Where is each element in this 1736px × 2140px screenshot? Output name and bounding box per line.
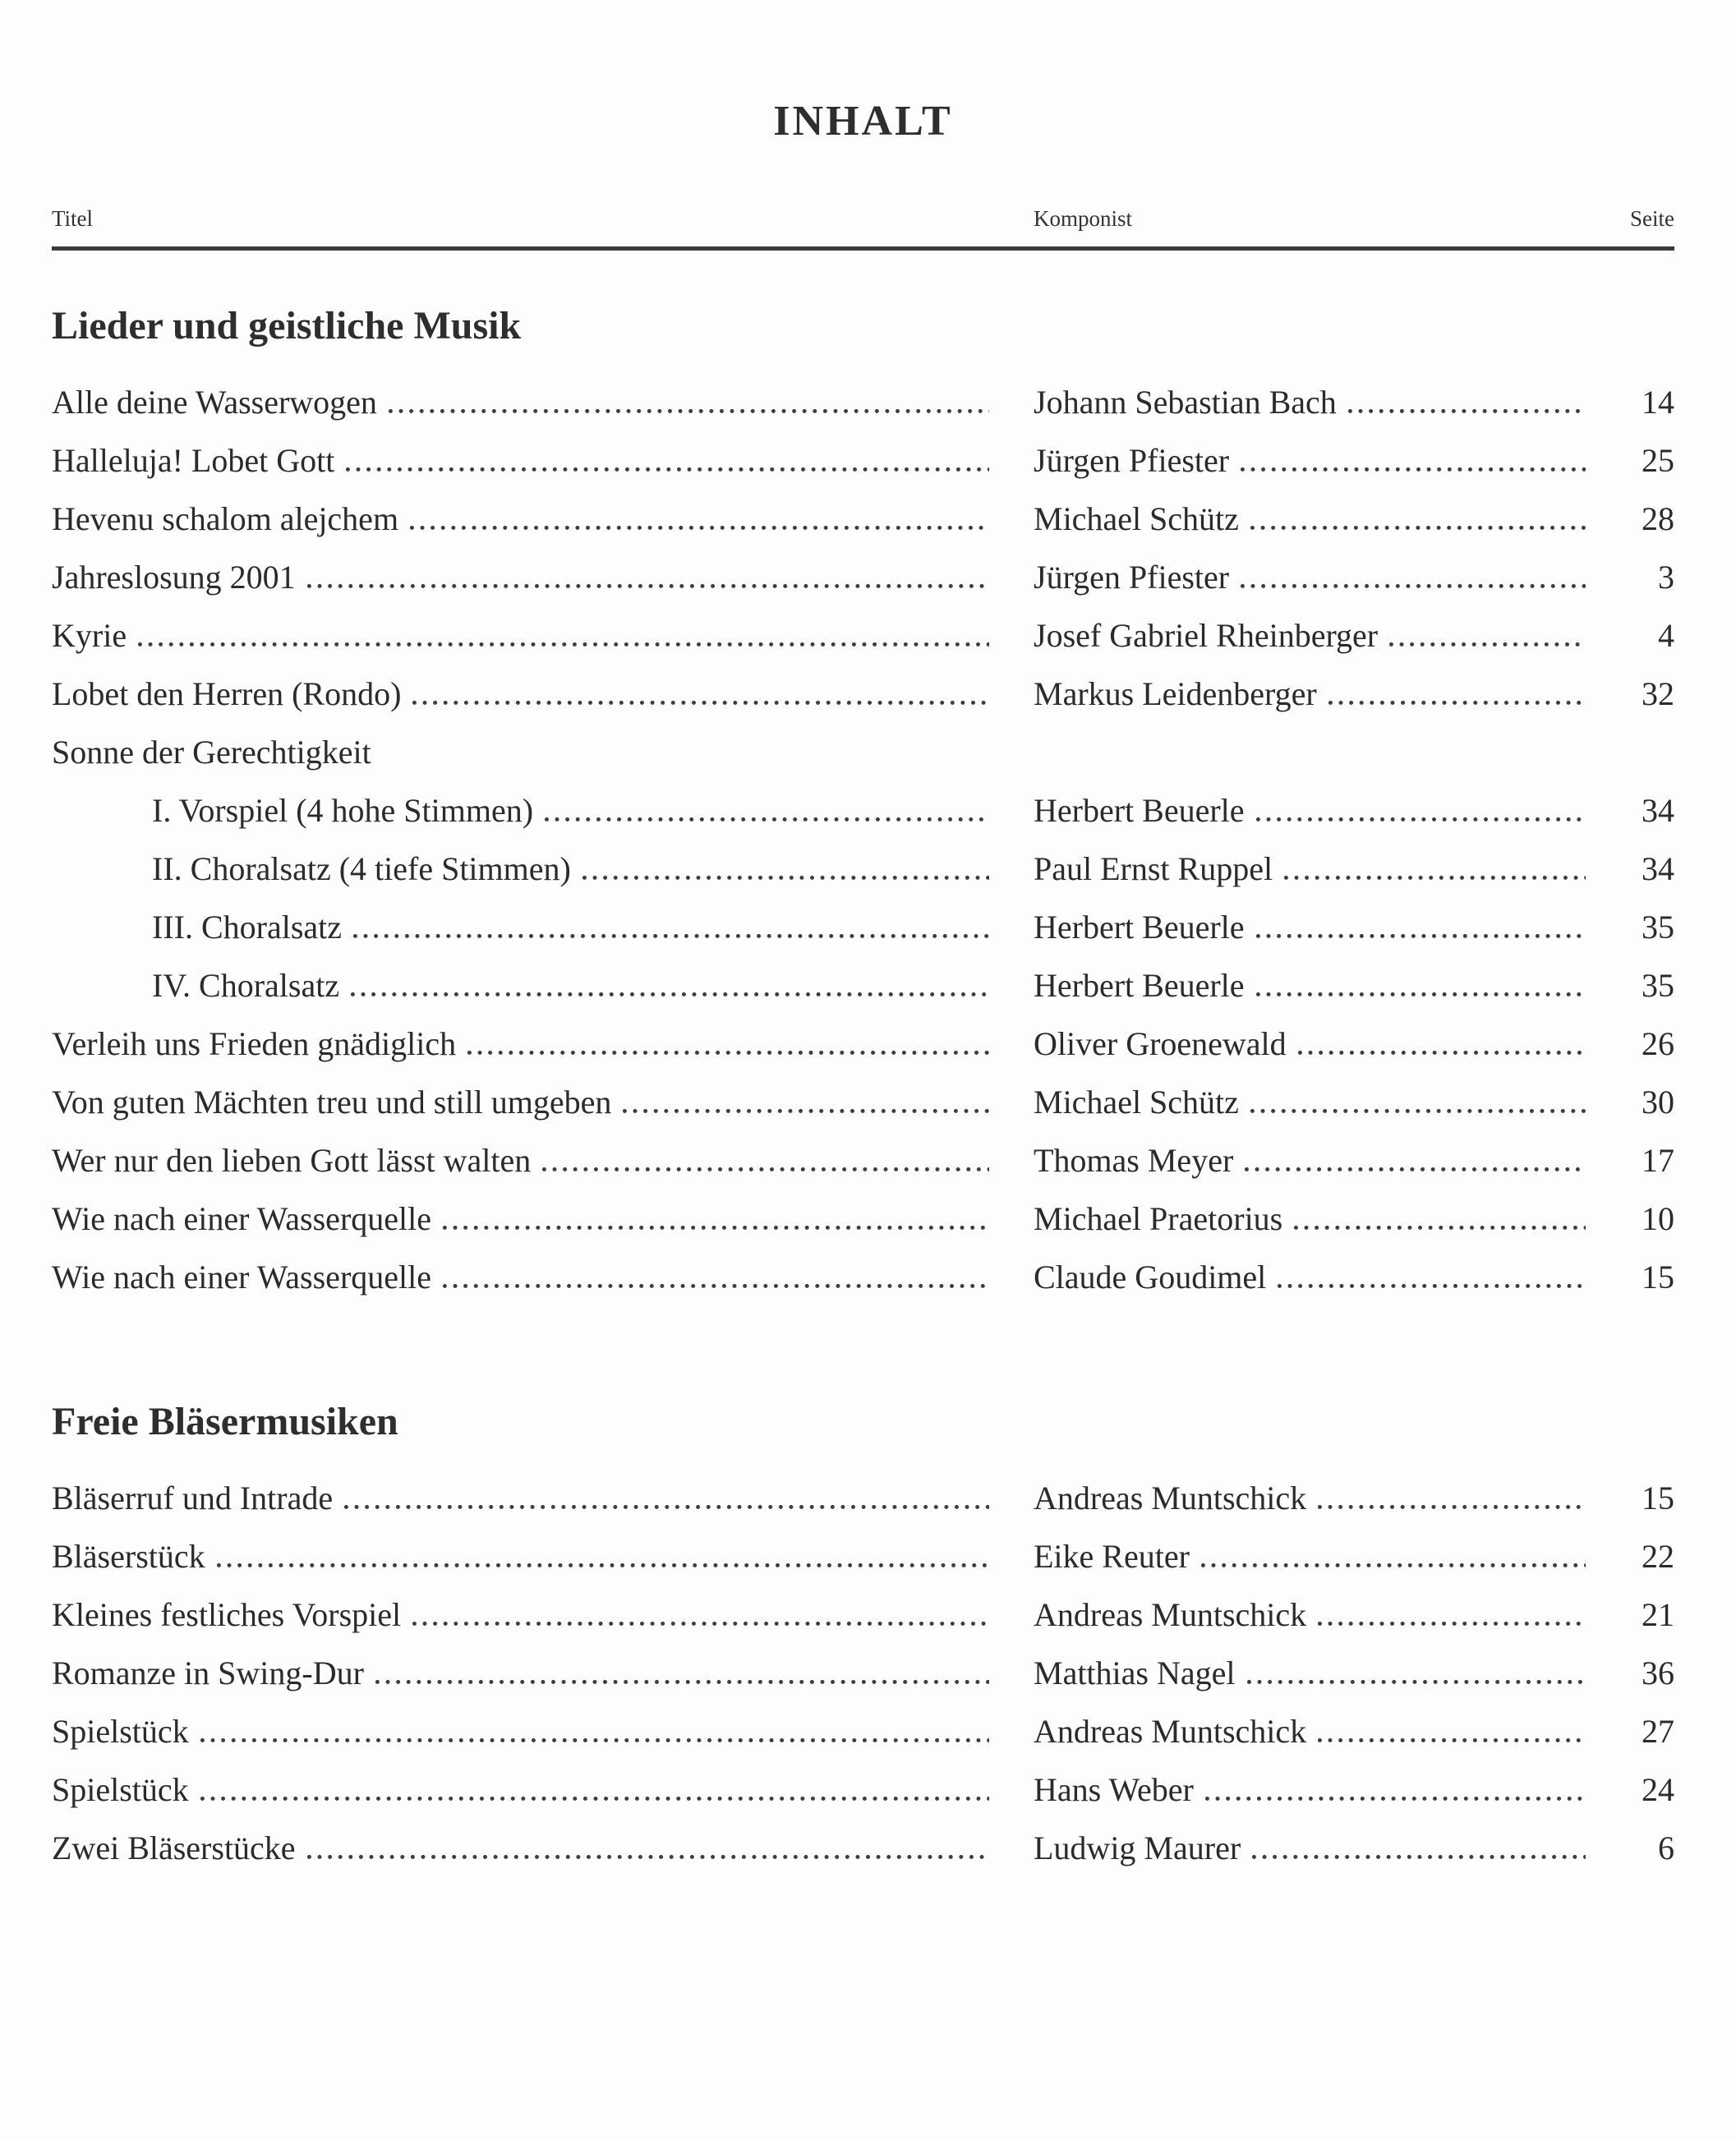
toc-title-cell [52,850,992,887]
dot-leader [138,642,989,647]
column-header-komponist: Komponist [1034,206,1133,231]
dot-leader [344,1505,989,1509]
dot-leader [1241,467,1586,472]
toc-entry-title: Wer nur den lieben Gott lässt walten [52,1142,532,1179]
toc-title-cell [52,911,992,944]
toc-row [52,850,1674,887]
toc-entry-composer: Matthias Nagel [1034,1654,1236,1691]
dot-leader [1241,584,1586,588]
dot-leader [1256,934,1586,938]
toc-entry-title: Halleluja! Lobet Gott [52,442,335,479]
toc-row [52,794,1674,827]
toc-entry-title: Verleih uns Frieden gnädiglich [52,1025,457,1062]
toc-entry-title: II. Choralsatz (4 tiefe Stimmen) [152,850,571,887]
toc-entry-composer: Andreas Muntschick [1034,1480,1307,1516]
toc-row [52,1086,1674,1119]
toc-entry-composer: Andreas Muntschick [1034,1596,1307,1633]
toc-title-cell [52,386,992,419]
dot-leader [353,934,989,938]
page-title: INHALT [773,98,953,145]
dot-leader [200,1738,989,1742]
toc-composer-cell [1034,794,1602,827]
toc-composer-cell [1034,1025,1602,1062]
toc-composer-cell [1034,1086,1602,1119]
toc-row [52,386,1674,419]
toc-title-cell [52,1654,992,1691]
section-heading: Lieder und geistliche Musik [52,304,522,347]
toc-entry-page: 24 [1642,1771,1674,1808]
toc-entry-title: Jahreslosung 2001 [52,559,296,596]
toc-entry-title: Bläserstück [52,1538,205,1575]
dot-leader [1348,409,1586,413]
toc-entry-title: Zwei Bläserstücke [52,1829,296,1866]
dot-leader [1250,1109,1586,1113]
dot-leader [1294,1226,1586,1230]
toc-title-cell [52,561,992,594]
toc-title-cell [52,1144,992,1177]
dot-leader [545,817,989,821]
toc-row [52,675,1674,712]
dot-leader [200,1797,989,1801]
toc-composer-cell [1034,1482,1602,1515]
toc-entry-page: 25 [1642,442,1674,479]
toc-composer-cell [1034,911,1602,944]
toc-row [52,561,1674,594]
toc-title-cell [52,1829,992,1866]
toc-row [52,1025,1674,1062]
toc-entry-composer: Jürgen Pfiester [1034,559,1230,596]
toc-entry-page: 36 [1642,1654,1674,1691]
toc-row [52,1482,1674,1515]
dot-leader [1201,1563,1586,1567]
dot-leader [1250,526,1586,530]
toc-title-cell [52,1715,992,1748]
dot-leader [1318,1738,1586,1742]
toc-row [52,1715,1674,1748]
toc-title-cell [52,1540,992,1573]
toc-composer-cell [1034,561,1602,594]
toc-entry-page: 27 [1642,1713,1674,1750]
dot-leader [389,409,989,413]
toc-entry-page: 3 [1658,559,1674,596]
dot-leader [412,701,989,705]
toc-row [52,1540,1674,1573]
toc-composer-cell [1034,619,1602,652]
dot-leader [1328,701,1586,705]
dot-leader [351,992,989,996]
toc-entry-composer: Claude Goudimel [1034,1259,1267,1296]
toc-entry-page: 34 [1642,792,1674,829]
dot-leader [1205,1797,1586,1801]
toc-entry-title: Kleines festliches Vorspiel [52,1596,402,1633]
toc-composer-cell [1034,500,1602,537]
toc-entry-page: 10 [1642,1200,1674,1237]
section-lieder [52,303,1674,1294]
dot-leader [1284,876,1586,880]
toc-entry-composer: Andreas Muntschick [1034,1713,1307,1750]
toc-entry-composer: Herbert Beuerle [1034,792,1245,829]
toc-title-cell [52,1261,992,1294]
toc-title-cell [52,736,992,769]
toc-composer-cell [1034,386,1602,419]
toc-title-cell [52,675,992,712]
toc-row [52,1654,1674,1691]
toc-entry-title: Sonne der Gerechtigkeit [52,734,371,771]
toc-composer-cell [1034,850,1602,887]
toc-entry-page: 15 [1642,1480,1674,1516]
toc-entry-composer: Eike Reuter [1034,1538,1190,1575]
dot-leader [623,1109,989,1113]
toc-row [52,911,1674,944]
dot-leader [307,1855,989,1859]
toc-composer-cell [1034,444,1602,477]
column-header-row [52,206,1674,251]
toc-row [52,969,1674,1002]
dot-leader [542,1167,989,1171]
toc-row [52,1144,1674,1177]
toc-entry-composer: Thomas Meyer [1034,1142,1234,1179]
dot-leader [410,526,989,530]
toc-entry-composer: Paul Ernst Ruppel [1034,850,1273,887]
toc-entry-page: 26 [1642,1025,1674,1062]
toc-entry-page: 35 [1642,909,1674,946]
toc-entry-composer: Herbert Beuerle [1034,909,1245,946]
toc-entry-title: Romanze in Swing-Dur [52,1654,364,1691]
column-header-seite: Seite [1630,206,1674,231]
toc-title-cell [52,969,992,1002]
toc-entry-composer: Hans Weber [1034,1771,1194,1808]
dot-leader [1389,642,1586,647]
toc-row [52,1200,1674,1237]
toc-entry-title: Kyrie [52,617,127,654]
toc-title-cell [52,1771,992,1808]
toc-entry-page: 34 [1642,850,1674,887]
dot-leader [1318,1505,1586,1509]
dot-leader [1298,1051,1586,1055]
toc-entry-composer: Ludwig Maurer [1034,1829,1241,1866]
section-heading: Freie Bläsermusiken [52,1400,398,1443]
toc-row [52,500,1674,537]
dot-leader [346,467,989,472]
column-header-titel: Titel [52,206,94,231]
toc-entry-composer: Oliver Groenewald [1034,1025,1287,1062]
toc-entry-title: Alle deine Wasserwogen [52,384,377,421]
dot-leader [1245,1167,1586,1171]
toc-composer-cell [1034,1261,1602,1294]
toc-entry-page: 35 [1642,967,1674,1004]
toc-entry-page: 22 [1642,1538,1674,1575]
dot-leader [1252,1855,1586,1859]
dot-leader [1247,1680,1586,1684]
toc-entry-page: 4 [1658,617,1674,654]
toc-row [52,1771,1674,1808]
toc-entry-page: 21 [1642,1596,1674,1633]
toc-entry-composer: Michael Praetorius [1034,1200,1283,1237]
toc-composer-cell [1034,1596,1602,1633]
toc-title-cell [52,500,992,537]
toc-entry-composer: Josef Gabriel Rheinberger [1034,617,1379,654]
toc-title-cell [52,444,992,477]
toc-entry-page: 17 [1642,1142,1674,1179]
toc-entry-title: Lobet den Herren (Rondo) [52,675,402,712]
dot-leader [443,1226,989,1230]
toc-composer-cell [1034,1540,1602,1573]
dot-leader [375,1680,989,1684]
dot-leader [1256,992,1586,996]
toc-entry-composer: Jürgen Pfiester [1034,442,1230,479]
toc-entry-page: 14 [1642,384,1674,421]
dot-leader [1278,1284,1586,1288]
toc-entry-composer: Michael Schütz [1034,500,1239,537]
toc-entry-title: IV. Choralsatz [152,967,340,1004]
toc-entry-page: 30 [1642,1084,1674,1121]
toc-entry-title: Bläserruf und Intrade [52,1480,334,1516]
toc-composer-cell [1034,1771,1602,1808]
toc-composer-cell [1034,1200,1602,1237]
toc-entry-title: Wie nach einer Wasserquelle [52,1200,431,1237]
toc-entry-composer: Markus Leidenberger [1034,675,1317,712]
dot-leader [1256,817,1586,821]
dot-leader [1318,1622,1586,1626]
toc-title-cell [52,1200,992,1237]
toc-row [52,619,1674,652]
toc-row [52,1261,1674,1294]
toc-entry-page: 32 [1642,675,1674,712]
toc-composer-cell [1034,1715,1602,1748]
toc-row [52,444,1674,477]
toc-entry-composer: Michael Schütz [1034,1084,1239,1121]
toc-entry-composer: Herbert Beuerle [1034,967,1245,1004]
toc-composer-cell [1034,969,1602,1002]
dot-leader [412,1622,989,1626]
toc-title-cell [52,1086,992,1119]
toc-entry-title: III. Choralsatz [152,909,343,946]
toc-entry-title: Hevenu schalom alejchem [52,500,399,537]
toc-entry-page: 15 [1642,1259,1674,1296]
section-blaesermusiken [52,1399,1674,1865]
toc-composer-cell [1034,675,1602,712]
dot-leader [443,1284,989,1288]
toc-entry-title: I. Vorspiel (4 hohe Stimmen) [152,792,534,829]
toc-entry-title: Spielstück [52,1713,189,1750]
toc-row [52,1596,1674,1633]
toc-title-cell [52,1025,992,1062]
toc-entry-page: 28 [1642,500,1674,537]
toc-row [52,1829,1674,1866]
toc-title-cell [52,794,992,827]
toc-title-cell [52,619,992,652]
toc-title-cell [52,1482,992,1515]
toc-entry-title: Wie nach einer Wasserquelle [52,1259,431,1296]
toc-composer-cell [1034,1829,1602,1866]
dot-leader [467,1051,989,1055]
toc-entry-composer: Johann Sebastian Bach [1034,384,1337,421]
toc-composer-cell [1034,1654,1602,1691]
toc-title-cell [52,1596,992,1633]
toc-entry-page: 6 [1658,1829,1674,1866]
dot-leader [217,1563,989,1567]
toc-row-group-heading [52,736,1674,769]
dot-leader [307,584,989,588]
dot-leader [583,876,989,880]
toc-composer-cell [1034,1144,1602,1177]
toc-entry-title: Von guten Mächten treu und still umgeben [52,1084,612,1121]
toc-entry-title: Spielstück [52,1771,189,1808]
